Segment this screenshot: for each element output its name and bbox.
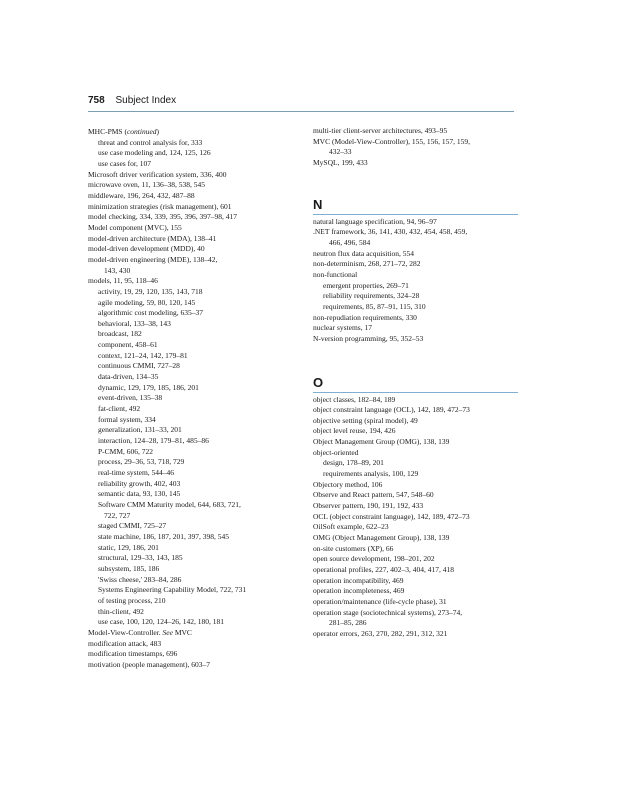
index-entry: objective setting (spiral model), 49 <box>313 415 418 425</box>
index-entry: activity, 19, 29, 120, 135, 143, 718 <box>98 286 203 296</box>
index-entry: non-functional <box>313 269 358 279</box>
index-entry: N-version programming, 95, 352–53 <box>313 333 424 343</box>
index-entry: fat-client, 492 <box>98 404 141 414</box>
index-entry: operation incompleteness, 469 <box>313 586 405 596</box>
index-entry: broadcast, 182 <box>98 329 142 339</box>
index-entry: OMG (Object Management Group), 138, 139 <box>313 533 450 543</box>
index-entry: interaction, 124–28, 179–81, 485–86 <box>98 436 209 446</box>
index-entry: model-driven development (MDD), 40 <box>88 244 205 254</box>
index-entry: 466, 496, 584 <box>329 237 371 247</box>
index-entry: model-driven architecture (MDA), 138–41 <box>88 233 217 243</box>
index-entry: reliability requirements, 324–28 <box>323 291 420 301</box>
index-entry: Object Management Group (OMG), 138, 139 <box>313 437 450 447</box>
index-entry: Software CMM Maturity model, 644, 683, 721, <box>98 499 241 509</box>
index-entry: 143, 430 <box>104 265 131 275</box>
index-entry: operation/maintenance (life-cycle phase), 31 <box>313 596 447 606</box>
index-entry: structural, 129–33, 143, 185 <box>98 553 183 563</box>
index-entry: generalization, 131–33, 201 <box>98 425 182 435</box>
left-column <box>88 127 298 670</box>
index-entry: of testing process, 210 <box>98 595 166 605</box>
index-entry: on-site customers (XP), 66 <box>313 543 394 553</box>
index-entry: agile modeling, 59, 80, 120, 145 <box>98 297 196 307</box>
index-entry: threat and control analysis for, 333 <box>98 137 203 147</box>
index-entry: staged CMMI, 725–27 <box>98 521 167 531</box>
index-entry: Model-View-Controller. See MVC <box>88 627 192 637</box>
index-entry: 432–33 <box>329 147 352 157</box>
index-entry: neutron flux data acquisition, 554 <box>313 248 415 258</box>
section-letter-n: N <box>313 196 323 212</box>
index-entry: 281–85, 286 <box>329 618 367 628</box>
section-o-entries <box>313 395 518 640</box>
index-entry: MVC (Model-View-Controller), 155, 156, 157, 159, <box>313 136 471 146</box>
index-entry: requirements, 85, 87–91, 115, 310 <box>323 301 426 311</box>
index-entry: algorithmic cost modeling, 635–37 <box>98 308 203 318</box>
index-entry: modification timestamps, 696 <box>88 649 178 659</box>
index-entry: object-oriented <box>313 447 359 457</box>
index-entry: Observe and React pattern, 547, 548–60 <box>313 490 434 500</box>
index-entry: P-CMM, 606, 722 <box>98 446 154 456</box>
index-entry: object classes, 182–84, 189 <box>313 394 396 404</box>
index-entry: Objectory method, 106 <box>313 479 383 489</box>
index-entry: use case modeling and, 124, 125, 126 <box>98 148 211 158</box>
index-entry: multi-tier client-server architectures, 493–95 <box>313 126 448 135</box>
index-entry: MHC-PMS (continued) <box>88 127 160 136</box>
index-entry: Microsoft driver verification system, 336, 400 <box>88 169 227 179</box>
index-entry: middleware, 196, 264, 432, 487–88 <box>88 190 195 200</box>
index-entry: 722, 727 <box>104 510 131 520</box>
index-entry: 'Swiss cheese,' 283–84, 286 <box>98 574 182 584</box>
index-entry: process, 29–36, 53, 718, 729 <box>98 457 185 467</box>
index-entry: operator errors, 263, 270, 282, 291, 312, 321 <box>313 628 448 638</box>
index-entry: state machine, 186, 187, 201, 397, 398, 545 <box>98 531 230 541</box>
index-entry: operational profiles, 227, 402–3, 404, 417, 418 <box>313 565 455 574</box>
section-o-rule <box>313 392 518 393</box>
index-entry: .NET framework, 36, 141, 430, 432, 454, 458, 459, <box>313 227 468 237</box>
running-title: Subject Index <box>115 95 177 106</box>
section-o-heading <box>313 351 518 395</box>
index-entry: semantic data, 93, 130, 145 <box>98 489 181 499</box>
index-entry: event-driven, 135–38 <box>98 393 163 403</box>
index-entry: object level reuse, 194, 426 <box>313 426 396 436</box>
index-entry: formal system, 334 <box>98 414 156 424</box>
index-entry: use cases for, 107 <box>98 158 152 168</box>
index-entry: open source development, 198–201, 202 <box>313 554 435 564</box>
section-letter-o: O <box>313 374 324 390</box>
index-entry: emergent properties, 269–71 <box>323 280 409 290</box>
index-entry: subsystem, 185, 186 <box>98 563 160 573</box>
page-number: 758 <box>88 95 105 106</box>
index-entry: models, 11, 95, 118–46 <box>88 276 158 286</box>
index-entry: non-repudiation requirements, 330 <box>313 312 417 322</box>
index-entry: OilSoft example, 622–23 <box>313 522 389 532</box>
index-entry: model-driven engineering (MDE), 138–42, <box>88 254 218 264</box>
index-entry: object constraint language (OCL), 142, 189, 472–73 <box>313 405 470 415</box>
index-entry: minimization strategies (risk management), 601 <box>88 201 232 211</box>
index-entry: behavioral, 133–38, 143 <box>98 318 171 328</box>
index-entry: Model component (MVC), 155 <box>88 222 182 232</box>
index-entry: real-time system, 544–46 <box>98 468 175 477</box>
index-entry: continuous CMMI, 727–28 <box>98 361 180 371</box>
index-entry: Systems Engineering Capability Model, 722, 731 <box>98 585 247 595</box>
running-header <box>88 95 514 112</box>
index-entry: non-determinism, 268, 271–72, 282 <box>313 259 421 269</box>
index-entry: modification attack, 483 <box>88 638 162 648</box>
index-entry: microwave oven, 11, 136–38, 538, 545 <box>88 180 205 190</box>
index-entry: nuclear systems, 17 <box>313 323 372 333</box>
index-entry: operation stage (sociotechnical systems), 273–74, <box>313 607 463 617</box>
index-entry: context, 121–24, 142, 179–81 <box>98 350 188 360</box>
index-entry: MySQL, 199, 433 <box>313 157 368 167</box>
index-entry: operation incompatibility, 469 <box>313 575 404 585</box>
index-entry: component, 458–61 <box>98 340 158 350</box>
index-entry: static, 129, 186, 201 <box>98 542 159 552</box>
index-entry: dynamic, 129, 179, 185, 186, 201 <box>98 382 199 392</box>
index-entry: reliability growth, 402, 403 <box>98 478 181 488</box>
index-entry: data-driven, 134–35 <box>98 372 159 382</box>
index-entry: OCL (object constraint language), 142, 189, 472–73 <box>313 511 470 521</box>
right-column <box>313 126 518 640</box>
right-top-entries <box>313 126 518 169</box>
index-entry: design, 178–89, 201 <box>323 458 384 468</box>
index-entry: use case, 100, 120, 124–26, 142, 180, 181 <box>98 617 225 627</box>
section-n-heading <box>313 179 518 217</box>
index-entry: model checking, 334, 339, 395, 396, 397–98, 417 <box>88 212 237 222</box>
section-n-rule <box>313 214 518 215</box>
index-entry: Observer pattern, 190, 191, 192, 433 <box>313 501 424 511</box>
index-entry: requirements analysis, 100, 129 <box>323 469 419 479</box>
index-entry: thin-client, 492 <box>98 606 144 616</box>
section-n-entries <box>313 217 518 345</box>
index-entry: motivation (people management), 603–7 <box>88 659 211 669</box>
index-entry: natural language specification, 94, 96–97 <box>313 216 437 226</box>
